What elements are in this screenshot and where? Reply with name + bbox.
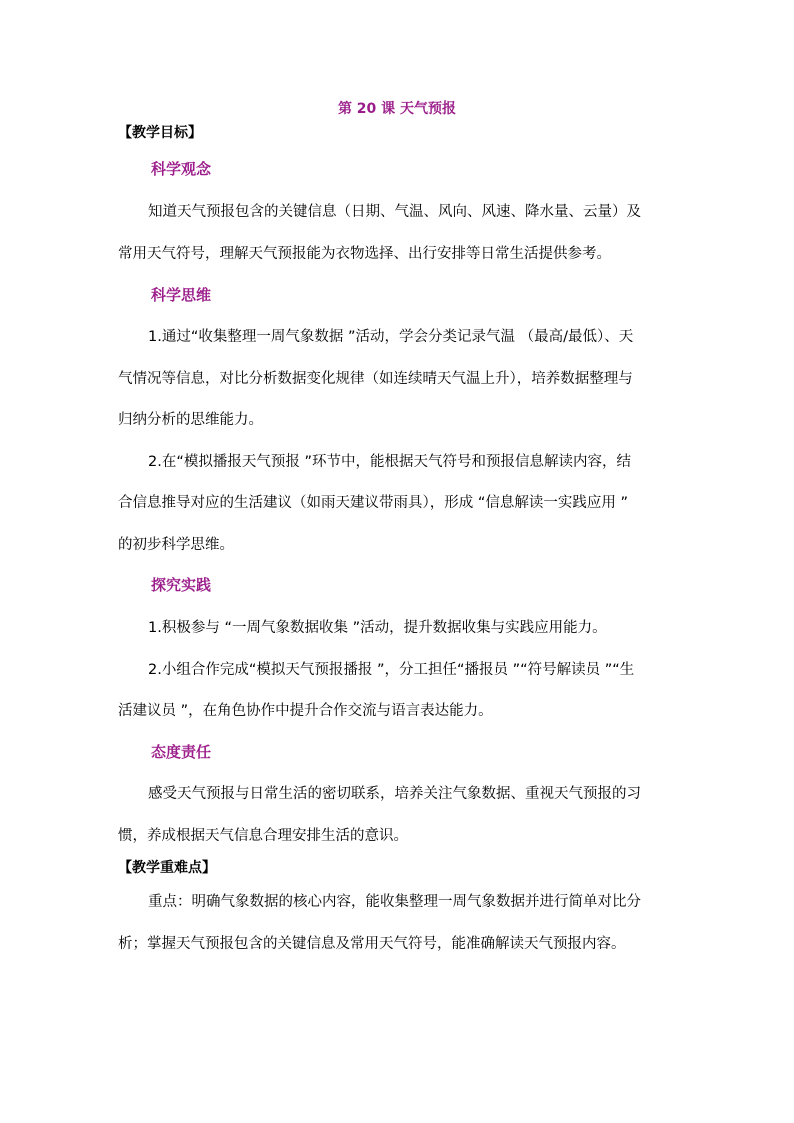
practice-line-2: 2.小组合作完成“模拟天气预报播报 ”，分工担任“播报员 ”“符号解读员 ”“生 (148, 662, 635, 678)
practice-line-3: 活建议员 ”，在角色协作中提升合作交流与语言表达能力。 (118, 703, 493, 719)
concept-line-1: 知道天气预报包含的关键信息（日期、气温、风向、风速、降水量、云量）及 (148, 204, 641, 220)
attitude-line-2: 惯，养成根据天气信息合理安排生活的意识。 (118, 828, 408, 844)
thinking-line-2: 气情况等信息，对比分析数据变化规律（如连续晴天气温上升），培养数据整理与 (118, 371, 633, 387)
science-thinking-heading: 科学思维 (151, 286, 212, 304)
key-line-2: 析；掌握天气预报包含的关键信息及常用天气符号，能准确解读天气预报内容。 (118, 936, 626, 952)
science-concept-heading: 科学观念 (151, 160, 212, 178)
practice-line-1: 1.积极参与 “一周气象数据收集 ”活动，提升数据收集与实践应用能力。 (148, 620, 607, 636)
thinking-line-1: 1.通过“收集整理一周气象数据 ”活动，学会分类记录气温 （最高/最低）、天 (148, 329, 634, 345)
key-difficult-points-heading: 【教学重难点】 (118, 860, 216, 876)
teaching-goals-heading: 【教学目标】 (118, 125, 202, 141)
key-line-1: 重点：明确气象数据的核心内容，能收集整理一周气象数据并进行简单对比分 (148, 894, 641, 910)
attitude-line-1: 感受天气预报与日常生活的密切联系，培养关注气象数据、重视天气预报的习 (148, 786, 641, 802)
thinking-line-6: 的初步科学思维。 (118, 537, 234, 553)
attitude-responsibility-heading: 态度责任 (151, 743, 212, 761)
thinking-line-3: 归纳分析的思维能力。 (118, 412, 263, 428)
concept-line-2: 常用天气符号，理解天气预报能为衣物选择、出行安排等日常生活提供参考。 (118, 246, 611, 262)
lesson-title: 第 20 课 天气预报 (337, 101, 457, 117)
thinking-line-5: 合信息推导对应的生活建议（如雨天建议带雨具），形成 “信息解读一实践应用 ” (118, 495, 628, 511)
thinking-line-4: 2.在“模拟播报天气预报 ”环节中，能根据天气符号和预报信息解读内容，结 (148, 454, 631, 470)
inquiry-practice-heading: 探究实践 (151, 576, 212, 594)
